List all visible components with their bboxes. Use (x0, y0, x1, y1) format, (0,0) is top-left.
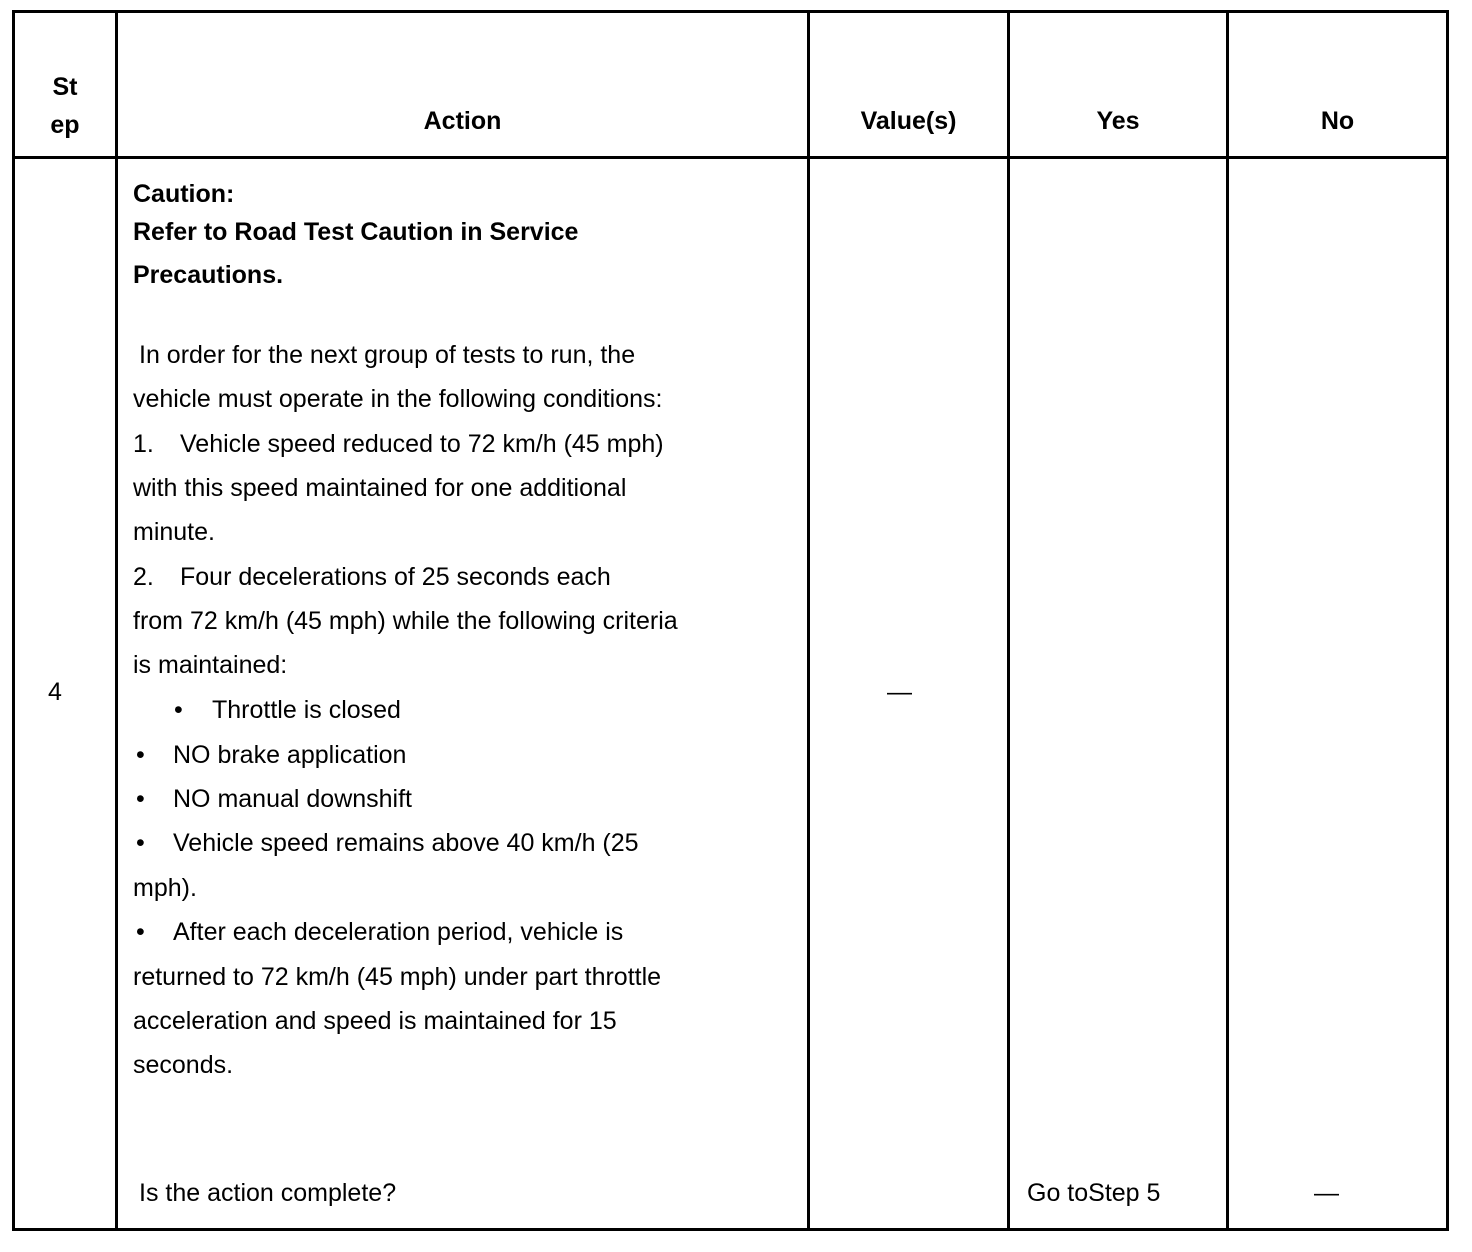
header-yes: Yes (1096, 107, 1140, 135)
action-question: Is the action complete? (139, 1179, 397, 1207)
bullet-icon: • (136, 829, 145, 857)
col-divider-3 (1007, 10, 1010, 1231)
bullet3-text: NO manual downshift (173, 785, 413, 813)
bullet5-line3: acceleration and speed is maintained for 15 (133, 1007, 617, 1035)
col-divider-2 (807, 10, 810, 1231)
bullet4-line1: Vehicle speed remains above 40 km/h (25 (173, 829, 639, 857)
intro-line2: vehicle must operate in the following conditions: (133, 385, 663, 413)
bullet5-line2: returned to 72 km/h (45 mph) under part throttle (133, 963, 662, 991)
yes-go-to-step: Go toStep 5 (1027, 1179, 1161, 1207)
table-right-border (1446, 10, 1449, 1231)
bullet5-line1: After each deceleration period, vehicle is (173, 918, 624, 946)
caution-text-line1: Refer to Road Test Caution in Service (133, 218, 579, 246)
intro-line1: In order for the next group of tests to run, the (139, 341, 636, 369)
item2-line3: is maintained: (133, 651, 288, 679)
item1-line2: with this speed maintained for one additional (133, 474, 627, 502)
bullet-icon: • (136, 785, 145, 813)
item2-number: 2. (133, 563, 154, 591)
header-no: No (1320, 107, 1355, 135)
bullet-icon: • (174, 696, 183, 724)
header-step-line2: ep (50, 111, 80, 139)
value-dash: — (887, 678, 912, 706)
bullet-icon: • (136, 741, 145, 769)
col-divider-1 (115, 10, 118, 1231)
bullet1-text: Throttle is closed (212, 696, 401, 724)
header-divider (12, 156, 1449, 159)
item1-line1: Vehicle speed reduced to 72 km/h (45 mph) (180, 430, 664, 458)
item1-number: 1. (133, 430, 154, 458)
header-action: Action (423, 107, 502, 135)
header-step-line1: St (52, 73, 78, 101)
item1-line3: minute. (133, 518, 215, 546)
caution-text-line2: Precautions. (133, 261, 284, 289)
bullet2-text: NO brake application (173, 741, 407, 769)
header-values: Value(s) (860, 107, 957, 135)
table-top-border (12, 10, 1449, 13)
no-dash: — (1314, 1179, 1339, 1207)
bullet4-line2: mph). (133, 874, 197, 902)
header-step (15, 68, 115, 144)
step-number: 4 (48, 678, 62, 706)
table-bottom-border (12, 1228, 1449, 1231)
item2-line1: Four decelerations of 25 seconds each (180, 563, 611, 591)
table-left-border (12, 10, 15, 1231)
item2-line2: from 72 km/h (45 mph) while the following criteria (133, 607, 678, 635)
caution-title: Caution: (133, 180, 235, 208)
bullet5-line4: seconds. (133, 1051, 234, 1079)
bullet-icon: • (136, 918, 145, 946)
diagnostic-table (12, 10, 1449, 1231)
col-divider-4 (1226, 10, 1229, 1231)
